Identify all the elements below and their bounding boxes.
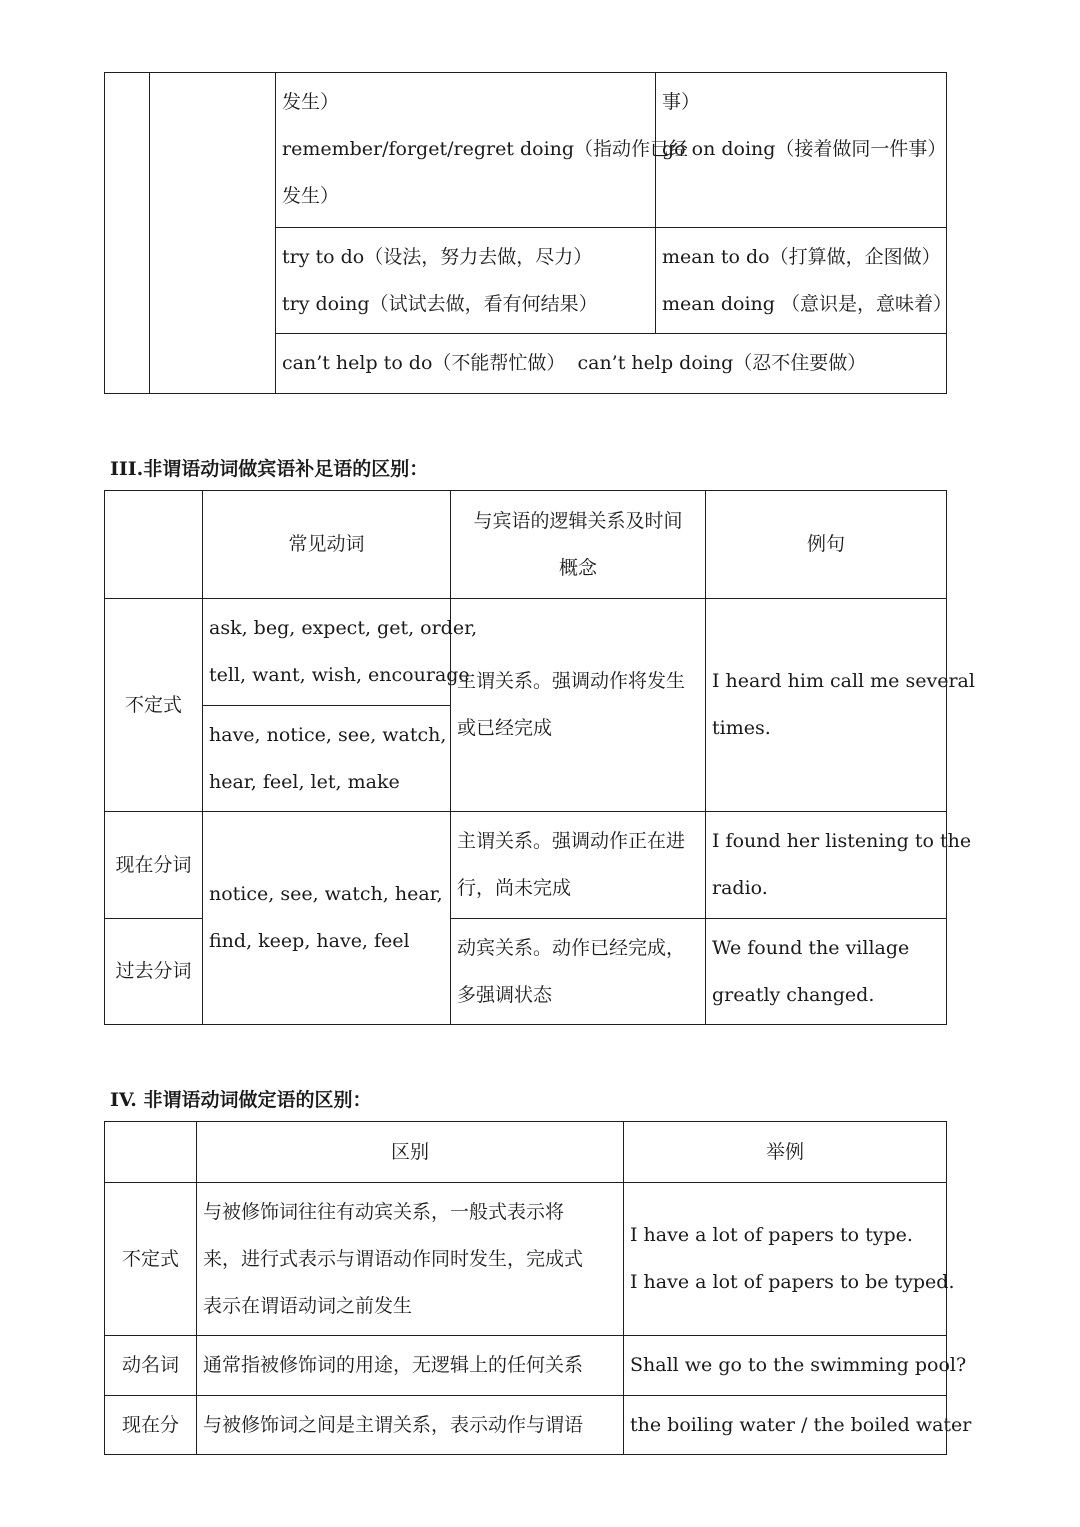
section-heading: IV. 非谓语动词做定语的区别：: [110, 1089, 372, 1111]
column-header: 举例: [624, 1122, 947, 1183]
column-header: 常见动词: [203, 491, 451, 599]
relation-cell: 主谓关系。强调动作将发生 或已经完成: [451, 599, 706, 812]
table-cell: try to do（设法，努力去做，尽力） try doing（试试去做，看有何结果）: [276, 228, 656, 334]
verb-list-cell: have, notice, see, watch, hear, feel, let, make: [203, 706, 451, 812]
column-header: 例句: [706, 491, 947, 599]
row-label: 现在分词: [105, 812, 203, 919]
empty-cell: [105, 73, 150, 394]
row-label: 不定式: [105, 599, 203, 812]
attribute-table: [104, 1121, 972, 1455]
table-cell: mean to do（打算做，企图做） mean doing （意识是，意味着）: [656, 228, 947, 334]
empty-cell: [150, 73, 276, 394]
example-cell: the boiling water / the boiled water: [624, 1396, 947, 1455]
row-label: 过去分词: [105, 919, 203, 1025]
verb-list-cell: notice, see, watch, hear, find, keep, have, feel: [203, 812, 451, 1025]
table-cell: 发生） remember/forget/regret doing（指动作已经 发生）: [276, 73, 656, 228]
empty-header-cell: [105, 491, 203, 599]
table-cell: can’t help to do（不能帮忙做） can’t help doing（忍不住要做）: [276, 334, 947, 394]
example-cell: I have a lot of papers to type. I have a lot of papers to be typed.: [624, 1183, 947, 1336]
column-header: 区别: [197, 1122, 624, 1183]
empty-header-cell: [105, 1122, 197, 1183]
example-cell: We found the village greatly changed.: [706, 919, 947, 1025]
example-cell: Shall we go to the swimming pool?: [624, 1336, 947, 1396]
verb-list-cell: ask, beg, expect, get, order, tell, want, wish, encourage: [203, 599, 451, 706]
relation-cell: 动宾关系。动作已经完成， 多强调状态: [451, 919, 706, 1025]
verb-usage-table-continued: [104, 72, 952, 394]
example-cell: I found her listening to the radio.: [706, 812, 947, 919]
row-label: 现在分: [105, 1396, 197, 1455]
row-label: 不定式: [105, 1183, 197, 1336]
row-label: 动名词: [105, 1336, 197, 1396]
section-heading: III.非谓语动词做宾语补足语的区别：: [110, 458, 429, 480]
difference-cell: 与被修饰词之间是主谓关系，表示动作与谓语: [197, 1396, 624, 1455]
example-cell: I heard him call me several times.: [706, 599, 947, 812]
object-complement-table: [104, 490, 975, 1025]
relation-cell: 主谓关系。强调动作正在进 行，尚未完成: [451, 812, 706, 919]
difference-cell: 与被修饰词往往有动宾关系，一般式表示将 来，进行式表示与谓语动作同时发生，完成式 表示在谓语动词之前发生: [197, 1183, 624, 1336]
difference-cell: 通常指被修饰词的用途，无逻辑上的任何关系: [197, 1336, 624, 1396]
column-header: 与宾语的逻辑关系及时间 概念: [451, 491, 706, 599]
table-cell: 事） go on doing（接着做同一件事）: [656, 73, 947, 228]
